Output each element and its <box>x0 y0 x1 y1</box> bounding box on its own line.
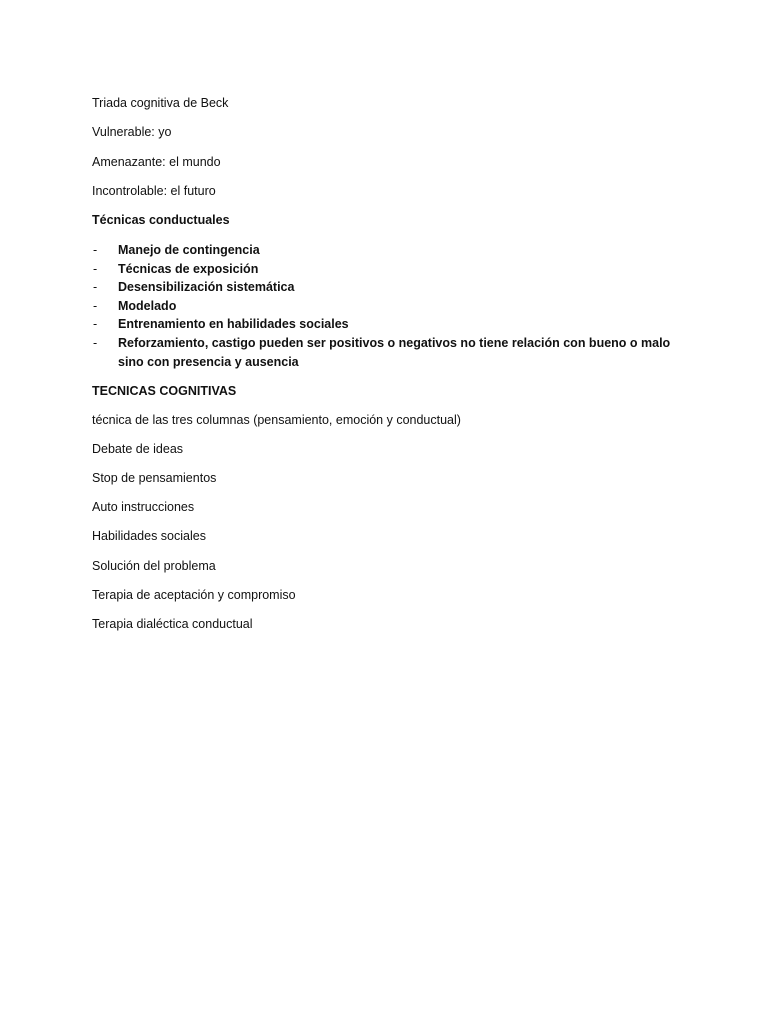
cognitive-item: Habilidades sociales <box>92 529 206 543</box>
list-item <box>92 297 692 316</box>
list-dash: - <box>93 261 98 276</box>
list-dash: - <box>93 317 98 332</box>
behavioral-list <box>92 241 692 371</box>
cognitive-item: técnica de las tres columnas (pensamiento, emoción y conductual) <box>92 413 461 427</box>
list-item-text: Desensibilización sistemática <box>118 280 295 295</box>
list-item-text: Técnicas de exposición <box>118 261 259 276</box>
intro-line-threatening: Amenazante: el mundo <box>92 155 221 169</box>
list-item <box>92 315 692 334</box>
list-item <box>92 260 692 279</box>
cognitive-item: Debate de ideas <box>92 442 184 456</box>
cognitive-item: Auto instrucciones <box>92 500 195 514</box>
list-item-text: Manejo de contingencia <box>118 243 260 257</box>
intro-title: Triada cognitiva de Beck <box>92 96 229 110</box>
cognitive-item: Terapia dialéctica conductual <box>92 617 253 631</box>
list-dash: - <box>93 298 98 313</box>
list-item-text: Reforzamiento, castigo pueden ser positivos o negativos no tiene relación con bueno o malo sino con presencia y ausencia <box>118 335 671 369</box>
list-item <box>92 241 692 260</box>
cognitive-item: Terapia de aceptación y compromiso <box>92 588 296 602</box>
intro-line-vulnerable: Vulnerable: yo <box>92 125 172 139</box>
list-dash: - <box>93 243 98 257</box>
cognitive-heading: TECNICAS COGNITIVAS <box>92 384 237 398</box>
cognitive-item: Solución del problema <box>92 559 216 573</box>
list-item <box>92 334 692 371</box>
list-item-text: Entrenamiento en habilidades sociales <box>118 317 349 332</box>
behavioral-heading: Técnicas conductuales <box>92 213 230 227</box>
intro-line-uncontrollable: Incontrolable: el futuro <box>92 184 216 198</box>
list-dash: - <box>93 280 98 295</box>
list-item-text: Modelado <box>118 298 177 313</box>
list-dash: - <box>93 335 98 350</box>
cognitive-item: Stop de pensamientos <box>92 471 217 485</box>
list-item <box>92 278 692 297</box>
